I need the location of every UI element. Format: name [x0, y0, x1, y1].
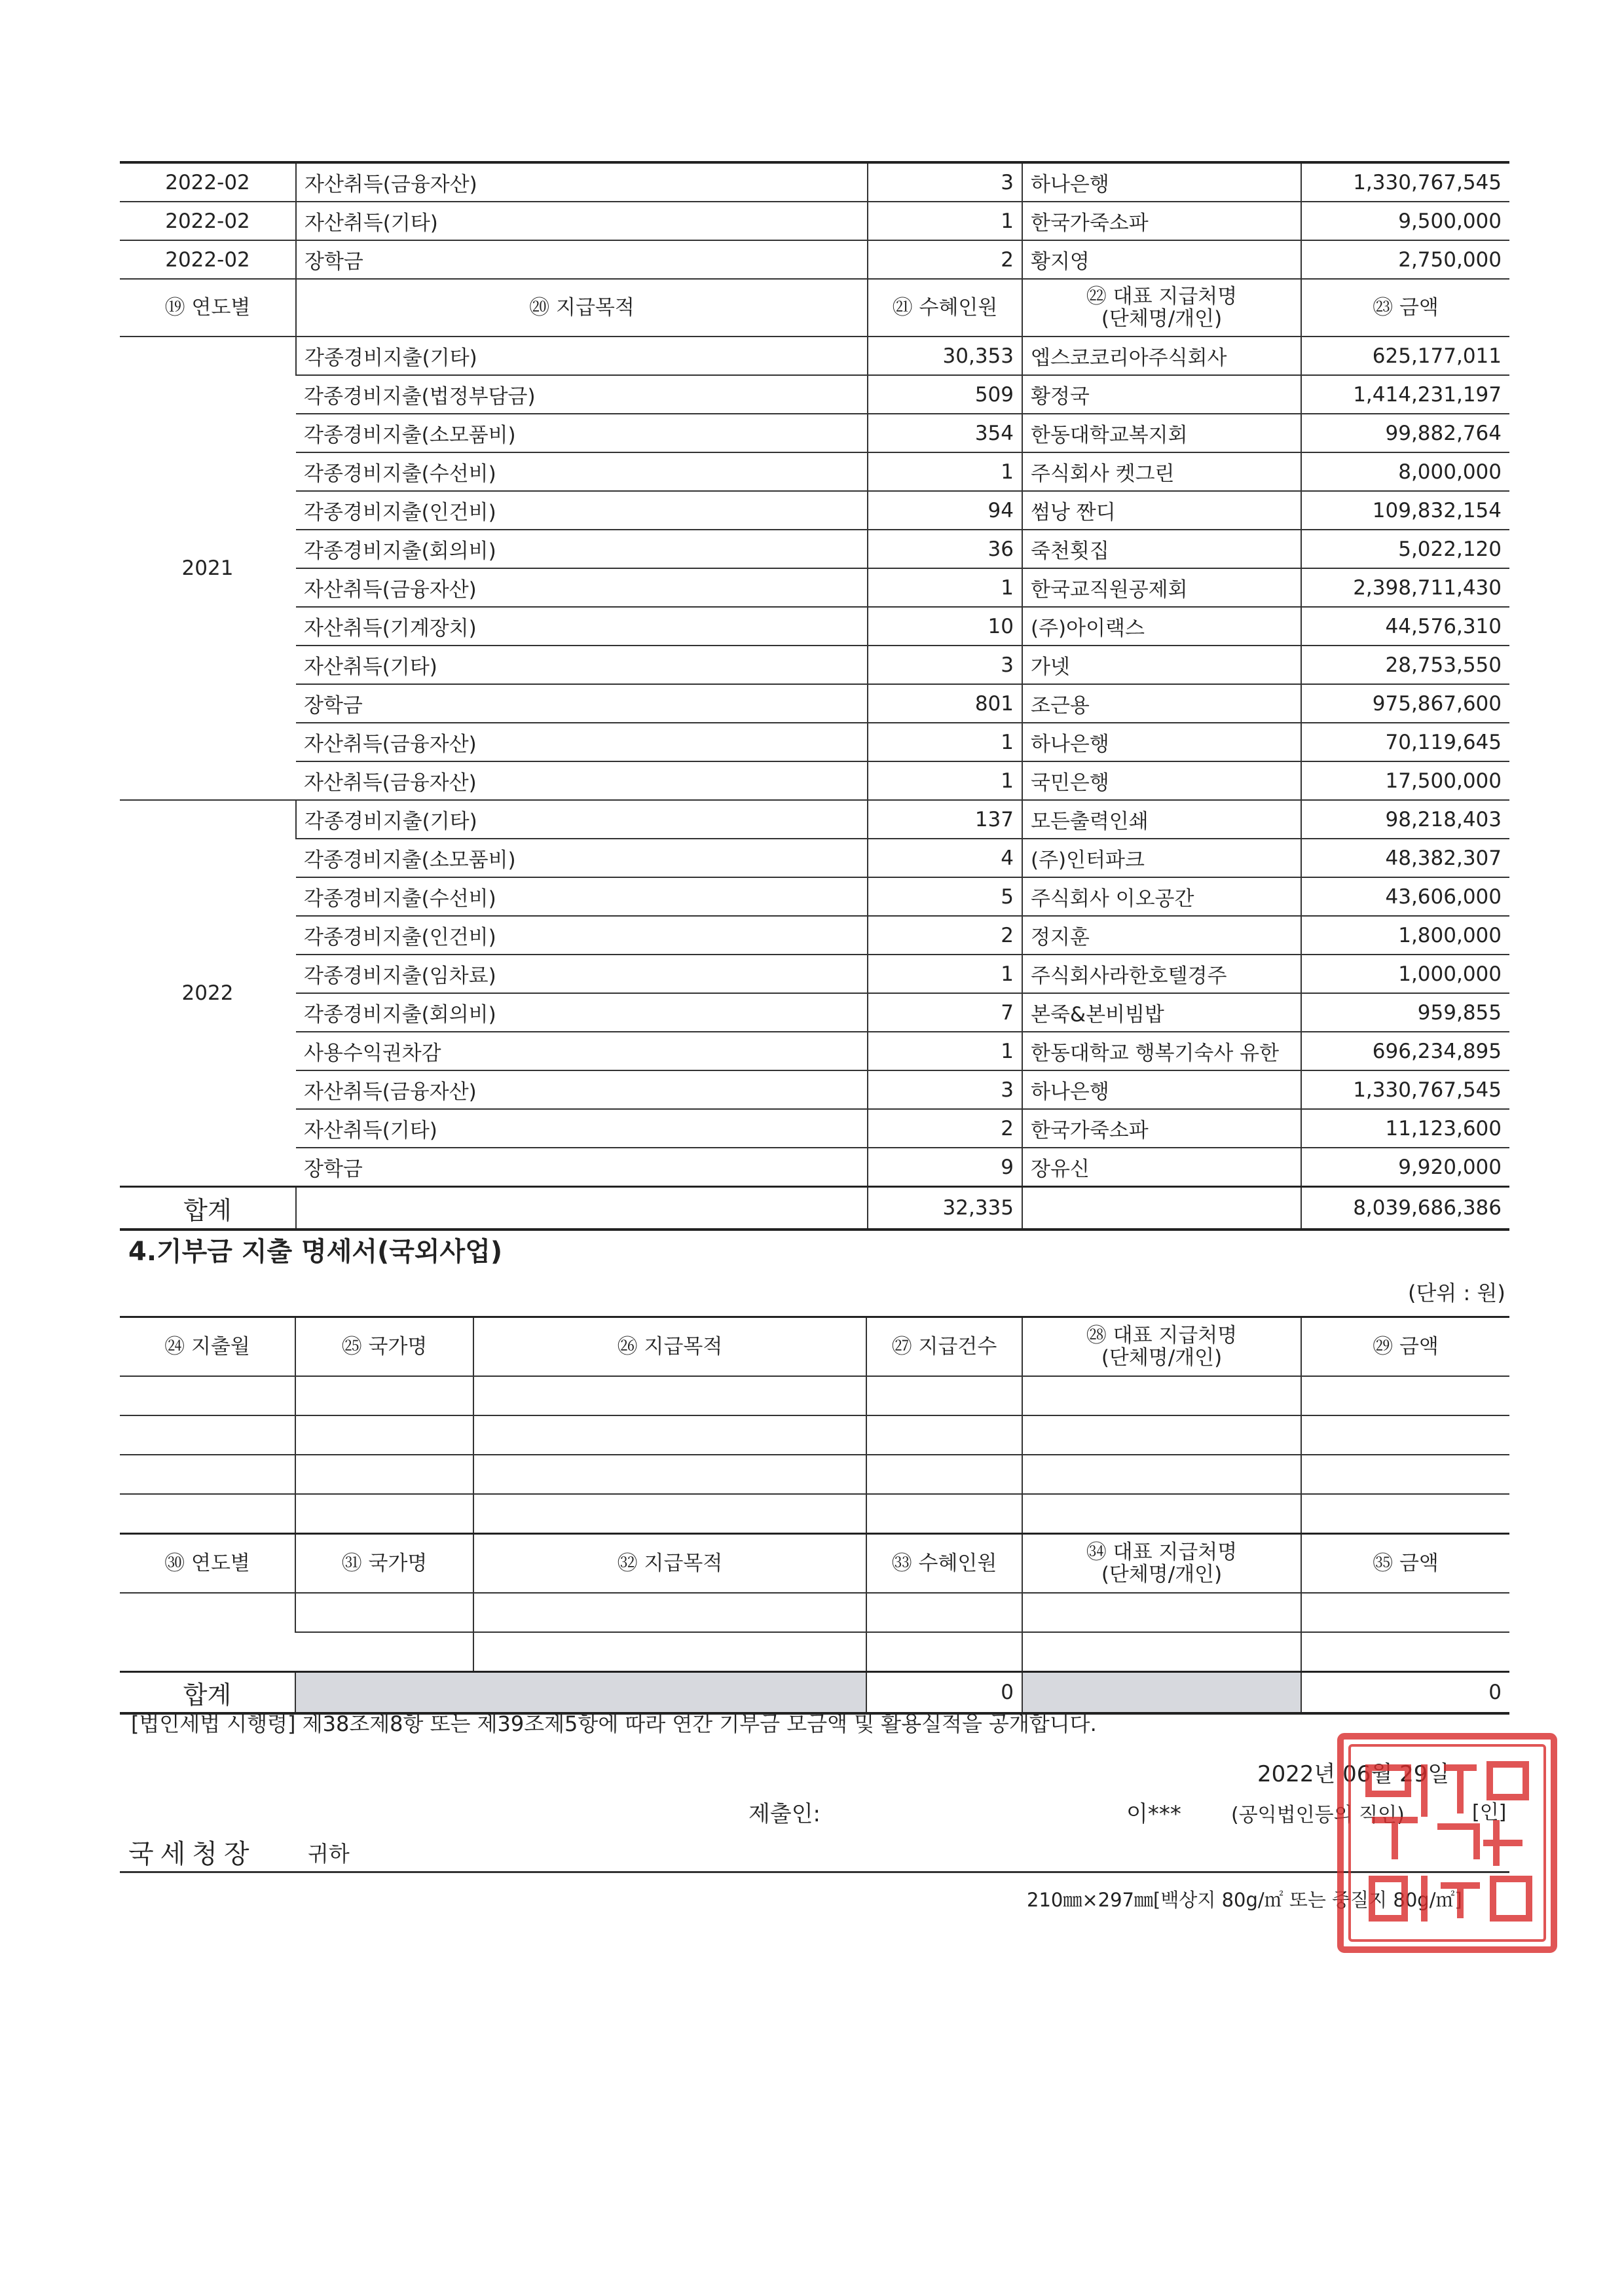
amount-cell: 109,832,154 [1301, 491, 1509, 530]
count-cell: 2 [868, 240, 1022, 279]
count-cell: 509 [868, 375, 1022, 414]
amount-cell: 9,500,000 [1301, 202, 1509, 240]
table-row [120, 414, 1509, 452]
amount-cell: 8,000,000 [1301, 452, 1509, 491]
purpose-cell: 장학금 [296, 1148, 868, 1187]
count-cell: 5 [868, 877, 1022, 916]
recipient-cell: 장유신 [1022, 1148, 1301, 1187]
col-header-purpose: ⑳ 지급목적 [296, 279, 868, 337]
submitter-label: 제출인: [748, 1801, 821, 1827]
count-cell: 10 [868, 607, 1022, 646]
recipient-cell: 하나은행 [1022, 723, 1301, 761]
table-row [120, 761, 1509, 800]
year-cell: 2021 [120, 337, 296, 800]
amount-cell: 11,123,600 [1301, 1109, 1509, 1148]
total-row [120, 1187, 1509, 1230]
col-header-amount: ㉟ 금액 [1301, 1534, 1509, 1594]
purpose-cell: 각종경비지출(기타) [296, 800, 868, 839]
purpose-cell: 각종경비지출(회의비) [296, 993, 868, 1032]
purpose-cell: 장학금 [296, 240, 868, 279]
amount-cell: 2,398,711,430 [1301, 568, 1509, 607]
purpose-cell: 자산취득(금융자산) [296, 723, 868, 761]
seal-mark: [인] [1472, 1801, 1507, 1824]
recipient-cell: 황정국 [1022, 375, 1301, 414]
col-header-payee: ㉘ 대표 지급처명 (단체명/개인) [1022, 1317, 1301, 1377]
amount-cell: 17,500,000 [1301, 761, 1509, 800]
table-row [120, 723, 1509, 761]
amount-cell: 625,177,011 [1301, 337, 1509, 375]
count-cell: 1 [868, 723, 1022, 761]
purpose-cell: 사용수익권차감 [296, 1032, 868, 1070]
year-cell: 2022 [120, 800, 296, 1187]
col-header-payee: ㉒ 대표 지급처명 (단체명/개인) [1022, 279, 1301, 337]
amount-cell: 1,330,767,545 [1301, 162, 1509, 202]
total-amount: 8,039,686,386 [1301, 1187, 1509, 1230]
count-cell: 1 [868, 955, 1022, 993]
amount-cell: 975,867,600 [1301, 684, 1509, 723]
purpose-cell: 자산취득(기타) [296, 646, 868, 684]
table-row [120, 240, 1509, 279]
table-row [120, 839, 1509, 877]
recipient-cell: 본죽&본비빔밥 [1022, 993, 1301, 1032]
recipient-cell: 죽천횟집 [1022, 530, 1301, 568]
month-cell: 2022-02 [120, 162, 296, 202]
recipient-cell: 주식회사 켓그린 [1022, 452, 1301, 491]
col-header-country: ㉕ 국가명 [295, 1317, 473, 1377]
purpose-cell: 각종경비지출(소모품비) [296, 414, 868, 452]
col-header-recipients: ㉝ 수혜인원 [866, 1534, 1022, 1594]
table-row [120, 607, 1509, 646]
amount-cell: 2,750,000 [1301, 240, 1509, 279]
table-row [120, 684, 1509, 723]
col-header-recipients: ㉑ 수혜인원 [868, 279, 1022, 337]
col-header-purpose: ㉖ 지급목적 [473, 1317, 866, 1377]
submitter-name: 이*** [1126, 1801, 1181, 1827]
table-row [120, 375, 1509, 414]
overseas-header-row-2 [120, 1534, 1509, 1594]
amount-cell: 43,606,000 [1301, 877, 1509, 916]
purpose-cell: 자산취득(기타) [296, 202, 868, 240]
amount-cell: 959,855 [1301, 993, 1509, 1032]
total-label: 합계 [120, 1187, 296, 1230]
count-cell: 1 [868, 1032, 1022, 1070]
total-label: 합계 [120, 1672, 295, 1714]
recipient-cell: 모든출력인쇄 [1022, 800, 1301, 839]
col-header-purpose: ㉜ 지급목적 [473, 1534, 866, 1594]
recipient-cell: 가넷 [1022, 646, 1301, 684]
purpose-cell: 장학금 [296, 684, 868, 723]
amount-cell: 1,000,000 [1301, 955, 1509, 993]
recipient-cell: 조근용 [1022, 684, 1301, 723]
amount-cell: 696,234,895 [1301, 1032, 1509, 1070]
amount-cell: 70,119,645 [1301, 723, 1509, 761]
table-row [120, 452, 1509, 491]
domestic-expenditure-table [120, 161, 1509, 1231]
recipient-cell: 황지영 [1022, 240, 1301, 279]
amount-cell: 99,882,764 [1301, 414, 1509, 452]
count-cell: 3 [868, 162, 1022, 202]
count-cell: 2 [868, 1109, 1022, 1148]
count-cell: 137 [868, 800, 1022, 839]
col-header-country: ㉛ 국가명 [295, 1534, 473, 1594]
seal-role: (공익법인등의 직인) [1231, 1804, 1405, 1827]
purpose-cell: 각종경비지출(임차료) [296, 955, 868, 993]
purpose-cell: 자산취득(기계장치) [296, 607, 868, 646]
count-cell: 354 [868, 414, 1022, 452]
amount-cell: 1,414,231,197 [1301, 375, 1509, 414]
empty-row [120, 1415, 1509, 1455]
col-header-year: ⑲ 연도별 [120, 279, 296, 337]
col-header-amount: ㉓ 금액 [1301, 279, 1509, 337]
overseas-expenditure-table [120, 1316, 1509, 1715]
month-cell: 2022-02 [120, 202, 296, 240]
count-cell: 7 [868, 993, 1022, 1032]
recipient-cell: 한동대학교 행복기숙사 유한 [1022, 1032, 1301, 1070]
month-cell: 2022-02 [120, 240, 296, 279]
count-cell: 1 [868, 568, 1022, 607]
recipient-cell: 한국가죽소파 [1022, 1109, 1301, 1148]
table-row [120, 955, 1509, 993]
count-cell: 4 [868, 839, 1022, 877]
table-row [120, 1032, 1509, 1070]
recipient-cell: 국민은행 [1022, 761, 1301, 800]
col-header-year: ㉚ 연도별 [120, 1534, 295, 1594]
count-cell: 94 [868, 491, 1022, 530]
count-cell: 2 [868, 916, 1022, 955]
purpose-cell: 자산취득(금융자산) [296, 1070, 868, 1109]
table-row [120, 1109, 1509, 1148]
table-row [120, 1070, 1509, 1109]
purpose-cell: 자산취득(금융자산) [296, 761, 868, 800]
amount-cell: 98,218,403 [1301, 800, 1509, 839]
table-row [120, 530, 1509, 568]
recipient-cell: 주식회사 이오공간 [1022, 877, 1301, 916]
col-header-payee: ㉞ 대표 지급처명 (단체명/개인) [1022, 1534, 1301, 1594]
table-row [120, 162, 1509, 202]
unit-label: (단위 : 원) [1408, 1281, 1505, 1305]
recipient-cell: 주식회사라한호텔경주 [1022, 955, 1301, 993]
table-row [120, 800, 1509, 839]
empty-row [120, 1376, 1509, 1415]
amount-cell: 28,753,550 [1301, 646, 1509, 684]
recipient-cell: 한국가죽소파 [1022, 202, 1301, 240]
recipient-cell: 하나은행 [1022, 162, 1301, 202]
purpose-cell: 각종경비지출(수선비) [296, 452, 868, 491]
recipient-cell: 하나은행 [1022, 1070, 1301, 1109]
total-count: 0 [866, 1672, 1022, 1714]
count-cell: 30,353 [868, 337, 1022, 375]
total-count: 32,335 [868, 1187, 1022, 1230]
recipient-cell: 한국교직원공제회 [1022, 568, 1301, 607]
amount-cell: 1,330,767,545 [1301, 1070, 1509, 1109]
paper-spec: 210㎜×297㎜[백상지 80g/㎡ 또는 중질지 80g/㎡] [1027, 1889, 1462, 1911]
amount-cell: 5,022,120 [1301, 530, 1509, 568]
table-row [120, 1148, 1509, 1187]
overseas-header-row-1 [120, 1317, 1509, 1377]
amount-cell: 1,800,000 [1301, 916, 1509, 955]
count-cell: 1 [868, 761, 1022, 800]
official-seal-stamp [1333, 1728, 1562, 1958]
recipient-cell: (주)아이랙스 [1022, 607, 1301, 646]
section-title: 4.기부금 지출 명세서(국외사업) [128, 1237, 503, 1267]
header-row [120, 279, 1509, 337]
submission-date: 2022년 06월 29일 [1257, 1761, 1450, 1787]
col-header-amount: ㉙ 금액 [1301, 1317, 1509, 1377]
purpose-cell: 자산취득(기타) [296, 1109, 868, 1148]
recipient-cell: 정지훈 [1022, 916, 1301, 955]
addressee-suffix: 귀하 [308, 1841, 350, 1867]
purpose-cell: 각종경비지출(소모품비) [296, 839, 868, 877]
table-row [120, 202, 1509, 240]
table-row [120, 877, 1509, 916]
table-row [120, 993, 1509, 1032]
recipient-cell: (주)인터파크 [1022, 839, 1301, 877]
amount-cell: 48,382,307 [1301, 839, 1509, 877]
table-row [120, 337, 1509, 375]
purpose-cell: 자산취득(금융자산) [296, 568, 868, 607]
amount-cell: 44,576,310 [1301, 607, 1509, 646]
count-cell: 801 [868, 684, 1022, 723]
purpose-cell: 각종경비지출(법정부담금) [296, 375, 868, 414]
amount-cell: 9,920,000 [1301, 1148, 1509, 1187]
purpose-cell: 자산취득(금융자산) [296, 162, 868, 202]
divider [120, 1871, 1509, 1873]
purpose-cell: 각종경비지출(수선비) [296, 877, 868, 916]
col-header-count: ㉗ 지급건수 [866, 1317, 1022, 1377]
count-cell: 36 [868, 530, 1022, 568]
purpose-cell: 각종경비지출(인건비) [296, 491, 868, 530]
empty-row [120, 1632, 1509, 1672]
recipient-cell: 썸낭 짠디 [1022, 491, 1301, 530]
purpose-cell: 각종경비지출(기타) [296, 337, 868, 375]
empty-row [120, 1455, 1509, 1494]
recipient-cell: 한동대학교복지회 [1022, 414, 1301, 452]
empty-row [120, 1494, 1509, 1534]
count-cell: 9 [868, 1148, 1022, 1187]
col-header-month: ㉔ 지출월 [120, 1317, 295, 1377]
table-row [120, 916, 1509, 955]
legal-note: [법인세법 시행령] 제38조제8항 또는 제39조제5항에 따라 연간 기부금 모금액 및 활용실적을 공개합니다. [131, 1711, 1097, 1736]
table-row [120, 568, 1509, 607]
total-amount: 0 [1301, 1672, 1509, 1714]
empty-row [120, 1593, 1509, 1632]
purpose-cell: 각종경비지출(인건비) [296, 916, 868, 955]
count-cell: 1 [868, 202, 1022, 240]
addressee: 국세청장 [128, 1839, 256, 1869]
purpose-cell: 각종경비지출(회의비) [296, 530, 868, 568]
count-cell: 1 [868, 452, 1022, 491]
table-row [120, 646, 1509, 684]
count-cell: 3 [868, 646, 1022, 684]
count-cell: 3 [868, 1070, 1022, 1109]
recipient-cell: 엡스코코리아주식회사 [1022, 337, 1301, 375]
table-row [120, 491, 1509, 530]
